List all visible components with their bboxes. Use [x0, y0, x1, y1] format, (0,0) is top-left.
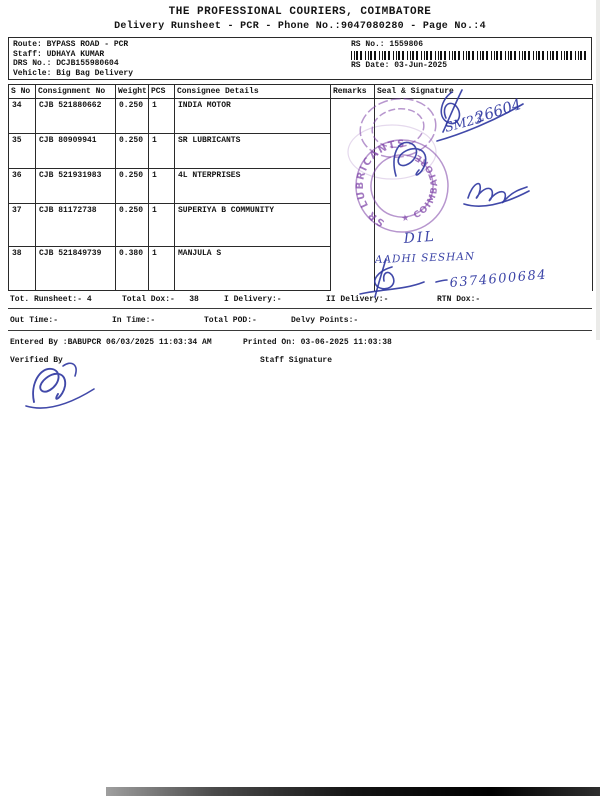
cell-weight: 0.250 [116, 99, 149, 134]
stamp-city-text: ★ COIMBATORE ★ [110, 149, 441, 532]
handwritten-name: AADHI SESHAN [374, 250, 476, 266]
cell-pcs: 1 [149, 169, 175, 204]
verified-by-label: Verified By [10, 356, 63, 365]
cell-sno: 37 [9, 204, 36, 247]
cell-remarks [331, 134, 375, 169]
info-right [351, 40, 587, 77]
col-header-pcs: PCS [149, 85, 175, 99]
entered-by-field: Entered By :BABUPCR 06/03/2025 11:03:34 AM [10, 338, 212, 347]
rs-date-line: RS Date: 03-Jun-2025 [351, 60, 448, 70]
rs-no-line: RS No.: 1559806 [351, 40, 424, 49]
in-time-field: In Time:- [112, 316, 156, 325]
barcode [351, 51, 587, 60]
delvy-points-field: Delvy Points:- [291, 316, 359, 325]
cell-remarks [331, 204, 375, 247]
cell-consignee: INDIA MOTOR [175, 99, 331, 134]
company-title: THE PROFESSIONAL COURIERS, COIMBATORE [168, 6, 432, 18]
cell-consignee: MANJULA S [175, 247, 331, 291]
handwritten-phone: 6374600684 [449, 267, 548, 291]
consignment-table [8, 84, 593, 291]
stamp-company-text: SR LUBRICANTS [354, 138, 406, 229]
document-subtitle: Delivery Runsheet - PCR - Phone No.:9047080280 - Page No.:4 [114, 21, 486, 32]
handwritten-code-a: SM23 [443, 111, 485, 136]
total-dox-field: Total Dox:- 38 [122, 295, 199, 304]
cell-weight: 0.250 [116, 204, 149, 247]
cell-consignment-no: CJB 521931983 [36, 169, 116, 204]
drs-no-line: DRS No.: DCJB155980604 [13, 59, 119, 68]
cell-pcs: 1 [149, 134, 175, 169]
ii-delivery-field: II Delivery:- [326, 295, 389, 304]
cell-sno: 38 [9, 247, 36, 291]
table-row [9, 134, 593, 169]
out-time-field: Out Time:- [10, 316, 59, 325]
col-header-sno: S No [9, 85, 36, 99]
info-left [13, 40, 351, 77]
route-line: Route: BYPASS ROAD - PCR [13, 40, 129, 49]
cell-sno: 36 [9, 169, 36, 204]
cell-consignment-no: CJB 81172738 [36, 204, 116, 247]
cell-remarks [331, 169, 375, 204]
printed-on-field: Printed On: 03-06-2025 11:03:38 [243, 338, 392, 347]
divider-line [8, 308, 592, 309]
rtn-dox-field: RTN Dox:- [437, 295, 481, 304]
col-header-consignment-no: Consignment No [36, 85, 116, 99]
i-delivery-field: I Delivery:- [224, 295, 282, 304]
verified-signature-tail [26, 389, 94, 408]
total-pod-field: Total POD:- [204, 316, 257, 325]
scan-bottom-bar-artifact [106, 787, 600, 796]
table-row [9, 99, 593, 134]
cell-weight: 0.380 [116, 247, 149, 291]
col-header-remarks: Remarks [331, 85, 375, 99]
staff-line: Staff: UDHAYA KUMAR [13, 49, 105, 59]
cell-seal-signature [375, 204, 593, 247]
cell-pcs: 1 [149, 247, 175, 291]
cell-seal-signature [375, 247, 593, 291]
cell-pcs: 1 [149, 204, 175, 247]
table-row [9, 204, 593, 247]
cell-sno: 34 [9, 99, 36, 134]
vehicle-line: Vehicle: Big Bag Delivery [13, 68, 134, 78]
info-box [8, 37, 592, 80]
col-header-weight: Weight [116, 85, 149, 99]
cell-weight: 0.250 [116, 169, 149, 204]
staff-signature-label: Staff Signature [260, 356, 333, 365]
cell-remarks [331, 99, 375, 134]
handwritten-note: DIL [403, 228, 437, 247]
cell-consignment-no: CJB 521880662 [36, 99, 116, 134]
cell-pcs: 1 [149, 99, 175, 134]
cell-consignee: SR LUBRICANTS [175, 134, 331, 169]
verified-signature-ink [33, 369, 65, 402]
cell-seal-signature [375, 134, 593, 169]
table-header-row [9, 85, 593, 99]
table-row [9, 169, 593, 204]
table-row [9, 247, 593, 291]
scan-edge-artifact [596, 0, 600, 340]
handwritten-code-b: 26604 [472, 94, 524, 127]
col-header-seal-signature: Seal & Signature [375, 85, 593, 99]
tot-runsheet-field: Tot. Runsheet:- 4 [10, 295, 92, 304]
cell-sno: 35 [9, 134, 36, 169]
cell-remarks [331, 247, 375, 291]
col-header-consignee-details: Consignee Details [175, 85, 331, 99]
divider-line [8, 330, 592, 331]
cell-consignee: 4L NTERPRISES [175, 169, 331, 204]
cell-consignment-no: CJB 521849739 [36, 247, 116, 291]
cell-seal-signature [375, 99, 593, 134]
verified-signature-loop [63, 363, 76, 376]
cell-consignment-no: CJB 80909941 [36, 134, 116, 169]
cell-weight: 0.250 [116, 134, 149, 169]
cell-consignee: SUPERIYA B COMMUNITY [175, 204, 331, 247]
cell-seal-signature [375, 169, 593, 204]
